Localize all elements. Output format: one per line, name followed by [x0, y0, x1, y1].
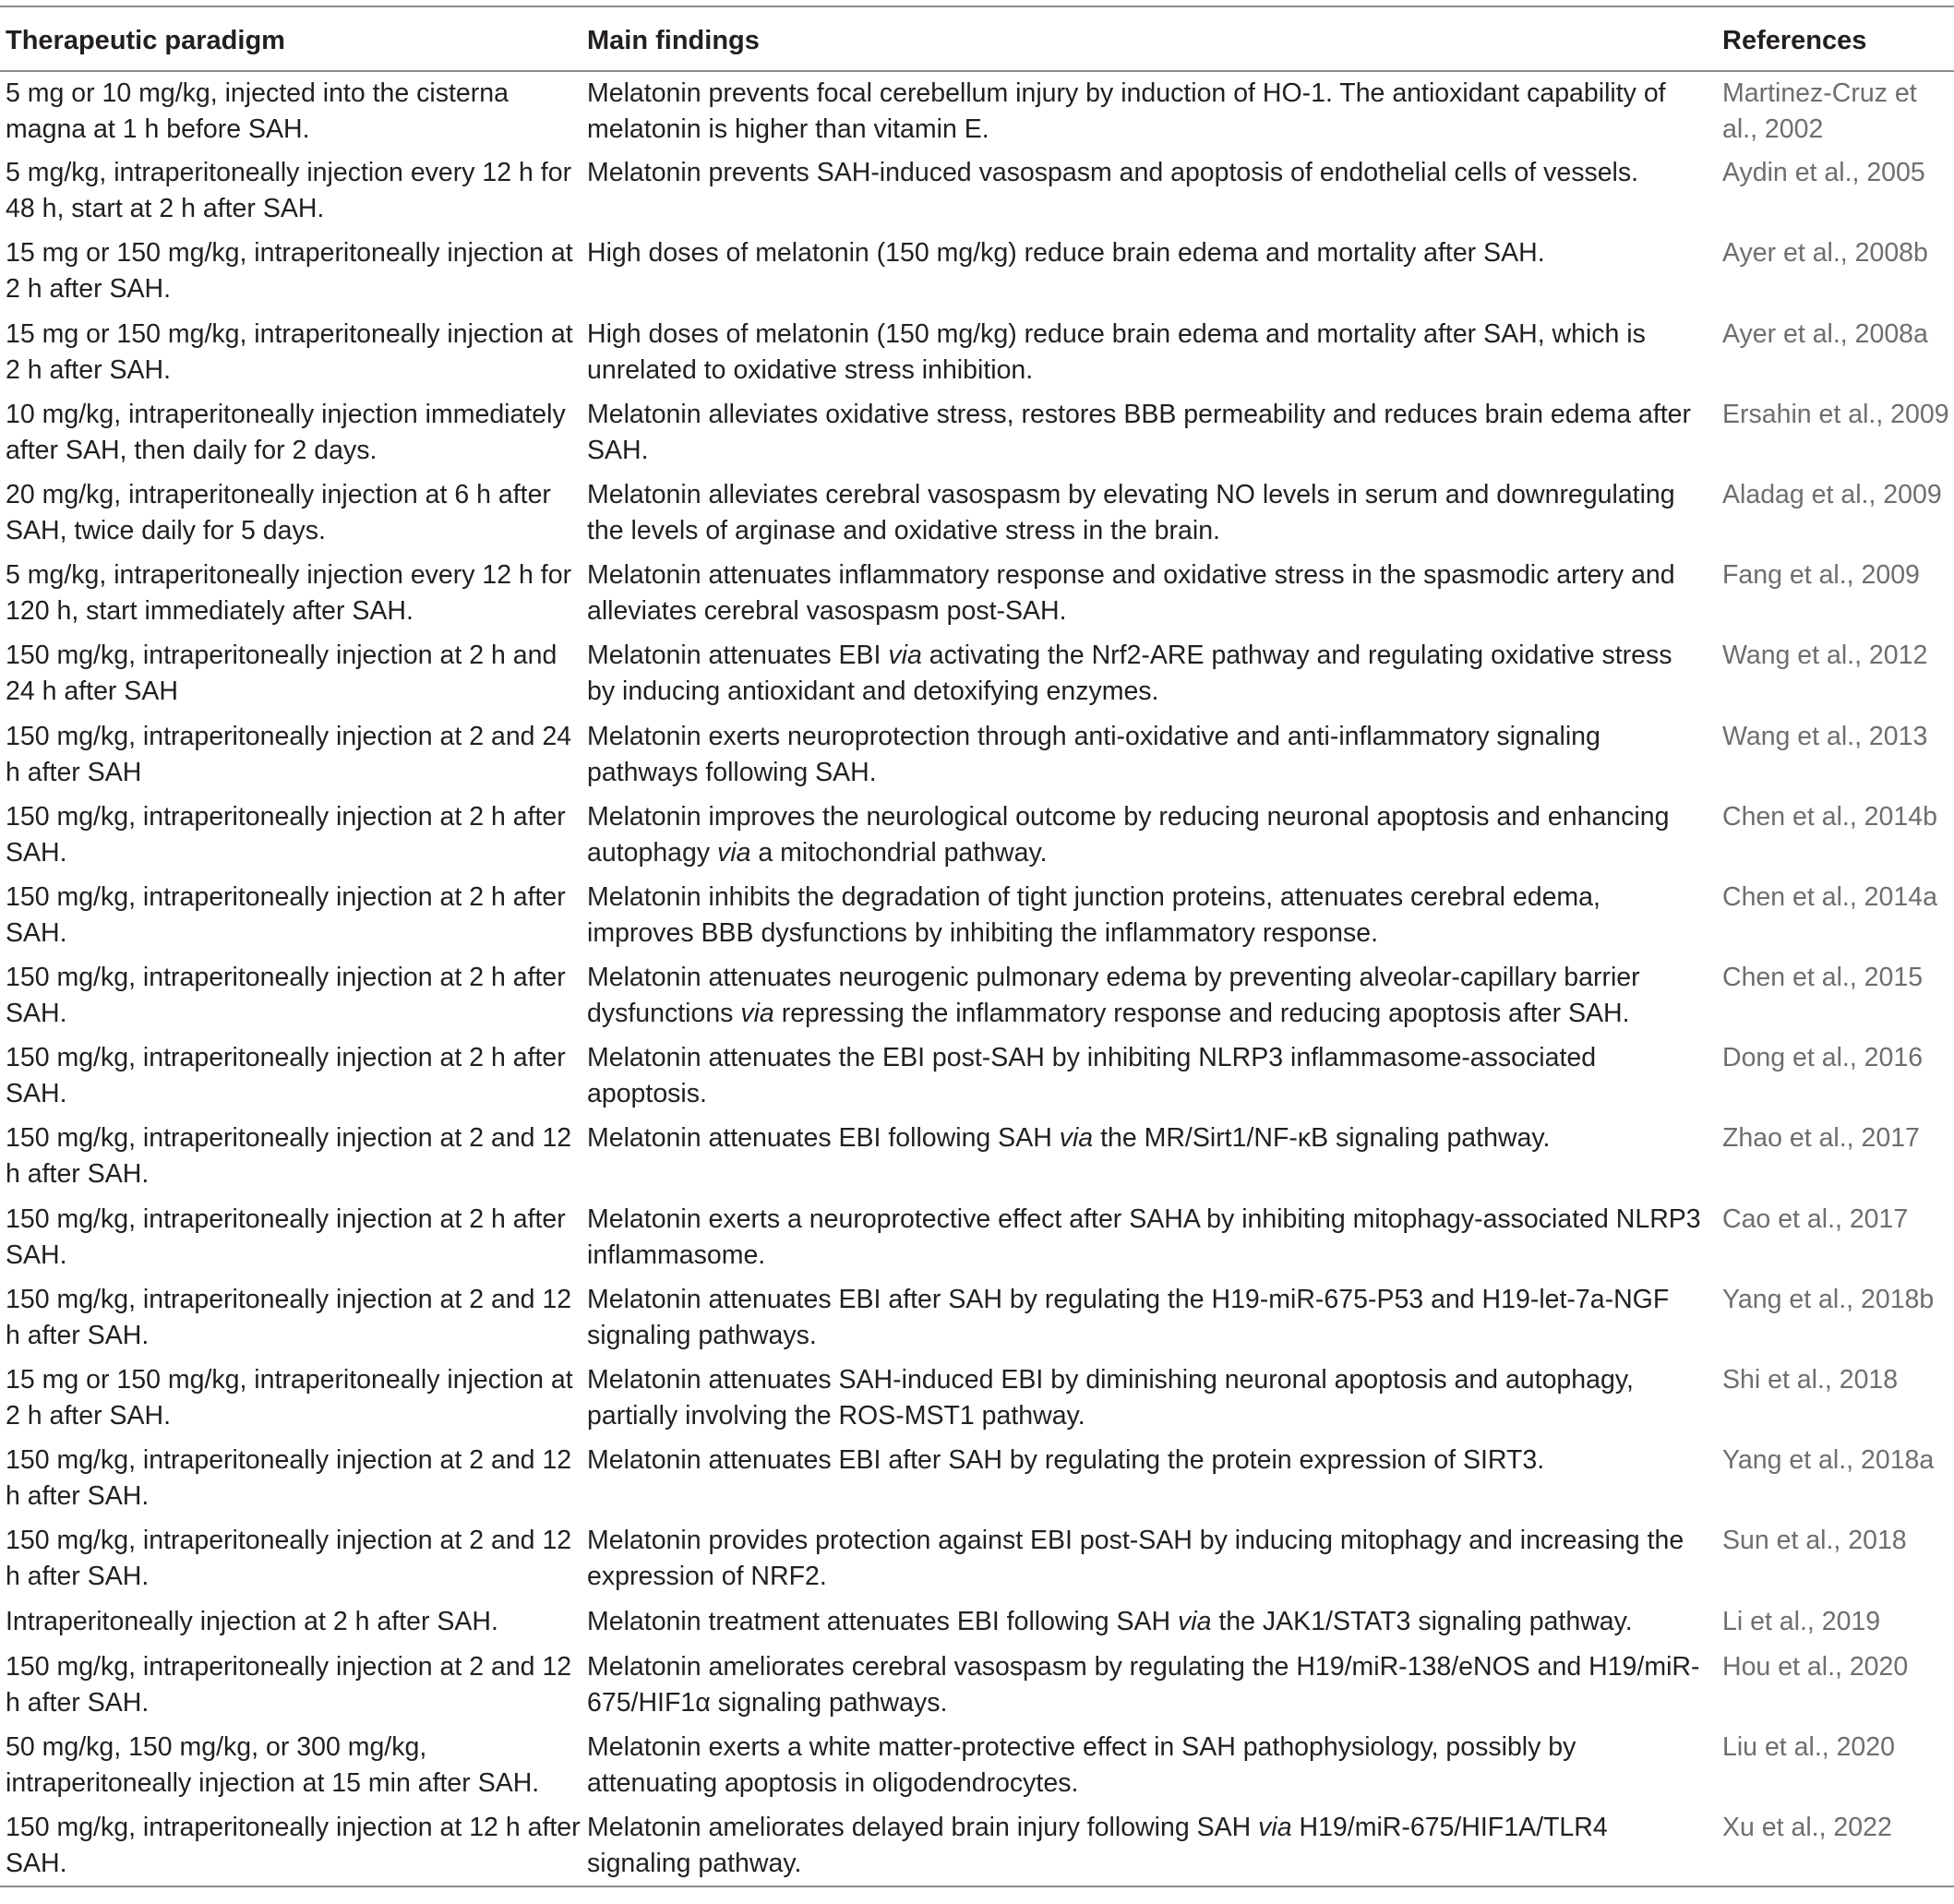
paradigm-cell: 150 mg/kg, intraperitoneally injection at 2 and 12 h after SAH.: [6, 1284, 572, 1350]
paradigm-cell: 150 mg/kg, intraperitoneally injection at 2 and 12 h after SAH.: [6, 1123, 572, 1190]
reference-cell: Aladag et al., 2009: [1722, 479, 1942, 509]
paradigm-cell: 15 mg or 150 mg/kg, intraperitoneally injection at 2 h after SAH.: [6, 238, 573, 305]
findings-cell: [587, 1806, 1722, 1886]
table-row: [0, 796, 1954, 876]
findings-cell: Melatonin attenuates inflammatory response and oxidative stress in the spasmodic artery and alleviates cerebral vasospasm post-SAH.: [587, 560, 1675, 627]
findings-text: Melatonin attenuates EBI: [587, 641, 889, 671]
paradigm-cell: 5 mg or 10 mg/kg, injected into the cisterna magna at 1 h before SAH.: [6, 78, 509, 144]
paradigm-cell: 150 mg/kg, intraperitoneally injection at 2 and 24 h after SAH: [6, 721, 572, 787]
reference-cell: Sun et al., 2018: [1722, 1526, 1907, 1556]
paradigm-cell: 150 mg/kg, intraperitoneally injection at 2 h after SAH.: [6, 881, 566, 948]
paradigm-cell: 150 mg/kg, intraperitoneally injection at 2 and 12 h after SAH.: [6, 1445, 572, 1512]
findings-text: Melatonin attenuates neurogenic pulmonary edema by preventing alveolar-capillary barrier dysfunctions: [587, 963, 1640, 1029]
findings-text: Melatonin attenuates EBI following SAH: [587, 1123, 1060, 1154]
paradigm-cell: 150 mg/kg, intraperitoneally injection at 2 h after SAH.: [6, 801, 566, 868]
table-row: [0, 1359, 1954, 1439]
paradigm-cell: 150 mg/kg, intraperitoneally injection at 2 and 12 h after SAH.: [6, 1651, 572, 1718]
findings-text: H19/miR-675/HIF1A/TLR4 signaling pathway.: [587, 1812, 1608, 1878]
findings-cell: Melatonin alleviates oxidative stress, restores BBB permeability and reduces brain edema after SAH.: [587, 399, 1692, 465]
findings-cell: Melatonin attenuates EBI after SAH by regulating the H19-miR-675-P53 and H19-let-7a-NGF signaling pathways.: [587, 1284, 1670, 1350]
table-row: [0, 1439, 1954, 1519]
paradigm-cell: 150 mg/kg, intraperitoneally injection at 2 h after SAH.: [6, 1043, 566, 1109]
findings-cell: Melatonin prevents focal cerebellum injury by induction of HO-1. The antioxidant capability of melatonin is higher than vitamin E.: [587, 78, 1666, 144]
reference-cell: Zhao et al., 2017: [1722, 1123, 1920, 1154]
findings-text: Melatonin improves the neurological outcome by reducing neuronal apoptosis and enhancing autophagy: [587, 801, 1670, 868]
table-row: [0, 1278, 1954, 1359]
header-main-findings: Main findings: [587, 6, 1722, 71]
paradigm-cell: 5 mg/kg, intraperitoneally injection every 12 h for 120 h, start immediately after SAH.: [6, 560, 572, 627]
reference-cell: Cao et al., 2017: [1722, 1203, 1909, 1234]
findings-table: [0, 6, 1954, 1887]
paradigm-cell: 20 mg/kg, intraperitoneally injection at 6 h after SAH, twice daily for 5 days.: [6, 479, 551, 545]
findings-cell: Melatonin ameliorates cerebral vasospasm by regulating the H19/miR-138/eNOS and H19/miR-675/HIF1α signaling pathways.: [587, 1651, 1700, 1718]
table-row: [0, 1117, 1954, 1197]
paradigm-cell: 150 mg/kg, intraperitoneally injection at 2 h after SAH.: [6, 1203, 566, 1270]
findings-cell: [587, 1600, 1722, 1646]
table-row: [0, 151, 1954, 232]
findings-text: Melatonin treatment attenuates EBI following SAH: [587, 1606, 1179, 1636]
findings-via: via: [740, 999, 774, 1029]
findings-text: the JAK1/STAT3 signaling pathway.: [1211, 1606, 1633, 1636]
paradigm-cell: 150 mg/kg, intraperitoneally injection at 2 h after SAH.: [6, 963, 566, 1029]
table-row: [0, 1198, 1954, 1278]
findings-text: Melatonin ameliorates delayed brain injury following SAH: [587, 1812, 1259, 1842]
findings-cell: Melatonin exerts a white matter-protective effect in SAH pathophysiology, possibly by attenuating apoptosis in oligodendrocytes.: [587, 1731, 1576, 1798]
findings-cell: Melatonin exerts a neuroprotective effect after SAHA by inhibiting mitophagy-associated NLRP3 inflammasome.: [587, 1203, 1701, 1270]
table-row: [0, 232, 1954, 312]
table-row: [0, 1726, 1954, 1806]
reference-cell: Chen et al., 2015: [1722, 963, 1924, 993]
reference-cell: Chen et al., 2014b: [1722, 801, 1937, 832]
table-row: [0, 1036, 1954, 1117]
reference-cell: Xu et al., 2022: [1722, 1812, 1892, 1842]
findings-cell: High doses of melatonin (150 mg/kg) reduce brain edema and mortality after SAH.: [587, 238, 1545, 269]
paradigm-cell: 15 mg or 150 mg/kg, intraperitoneally injection at 2 h after SAH.: [6, 1365, 573, 1431]
reference-cell: Hou et al., 2020: [1722, 1651, 1909, 1682]
table-row: [0, 876, 1954, 956]
reference-cell: Aydin et al., 2005: [1722, 158, 1925, 188]
table-row: [0, 1806, 1954, 1886]
table-row: [0, 554, 1954, 634]
table-body: [0, 71, 1954, 1886]
findings-cell: Melatonin attenuates SAH-induced EBI by diminishing neuronal apoptosis and autophagy, partially involving the ROS-MST1 pathway.: [587, 1365, 1634, 1431]
reference-cell: Yang et al., 2018b: [1722, 1284, 1935, 1314]
table-row: [0, 1519, 1954, 1599]
table-header: [0, 6, 1954, 71]
paradigm-cell: 15 mg or 150 mg/kg, intraperitoneally injection at 2 h after SAH.: [6, 318, 573, 385]
reference-cell: Ersahin et al., 2009: [1722, 399, 1949, 429]
findings-via: via: [717, 837, 751, 868]
findings-cell: [587, 634, 1722, 714]
reference-cell: Martinez-Cruz et al., 2002: [1722, 78, 1917, 144]
findings-text: a mitochondrial pathway.: [750, 837, 1048, 868]
reference-cell: Li et al., 2019: [1722, 1606, 1881, 1636]
paradigm-cell: 150 mg/kg, intraperitoneally injection at 12 h after SAH.: [6, 1812, 581, 1878]
findings-via: via: [1178, 1606, 1212, 1636]
findings-cell: High doses of melatonin (150 mg/kg) reduce brain edema and mortality after SAH, which is unrelated to oxidative stress inhibition.: [587, 318, 1646, 385]
findings-via: via: [1059, 1123, 1094, 1154]
table-row: [0, 715, 1954, 796]
header-row: [0, 6, 1954, 71]
reference-cell: Ayer et al., 2008b: [1722, 238, 1928, 269]
findings-cell: Melatonin alleviates cerebral vasospasm by elevating NO levels in serum and downregulating the levels of arginase and oxidative stress in the brain.: [587, 479, 1675, 545]
findings-cell: Melatonin attenuates the EBI post-SAH by inhibiting NLRP3 inflammasome-associated apoptosis.: [587, 1043, 1597, 1109]
paradigm-cell: 50 mg/kg, 150 mg/kg, or 300 mg/kg, intraperitoneally injection at 15 min after SAH.: [6, 1731, 540, 1798]
reference-cell: Wang et al., 2012: [1722, 641, 1928, 671]
findings-cell: Melatonin attenuates EBI after SAH by regulating the protein expression of SIRT3.: [587, 1445, 1545, 1476]
findings-text: repressing the inflammatory response and reducing apoptosis after SAH.: [773, 999, 1630, 1029]
findings-cell: [587, 1117, 1722, 1197]
table-row: [0, 1646, 1954, 1726]
reference-cell: Dong et al., 2016: [1722, 1043, 1924, 1073]
reference-cell: Wang et al., 2013: [1722, 721, 1928, 751]
table-row: [0, 634, 1954, 714]
header-references: References: [1722, 6, 1954, 71]
header-therapeutic-paradigm: Therapeutic paradigm: [0, 6, 587, 71]
findings-cell: Melatonin prevents SAH-induced vasospasm and apoptosis of endothelial cells of vessels.: [587, 158, 1639, 188]
paradigm-cell: Intraperitoneally injection at 2 h after SAH.: [6, 1606, 498, 1636]
table-row: [0, 1600, 1954, 1646]
reference-cell: Chen et al., 2014a: [1722, 881, 1937, 912]
reference-cell: Shi et al., 2018: [1722, 1365, 1899, 1395]
reference-cell: Liu et al., 2020: [1722, 1731, 1895, 1762]
reference-cell: Ayer et al., 2008a: [1722, 318, 1928, 349]
findings-cell: Melatonin exerts neuroprotection through anti-oxidative and anti-inflammatory signaling pathways following SAH.: [587, 721, 1600, 787]
paradigm-cell: 150 mg/kg, intraperitoneally injection at 2 h and 24 h after SAH: [6, 641, 557, 707]
reference-cell: Fang et al., 2009: [1722, 560, 1920, 591]
table-row: [0, 956, 1954, 1036]
paradigm-cell: 150 mg/kg, intraperitoneally injection at 2 and 12 h after SAH.: [6, 1526, 572, 1592]
paradigm-cell: 10 mg/kg, intraperitoneally injection immediately after SAH, then daily for 2 days.: [6, 399, 566, 465]
findings-text: activating the Nrf2-ARE pathway and regulating oxidative stress by inducing antioxidant and detoxifying enzymes.: [587, 641, 1672, 707]
findings-cell: [587, 956, 1722, 1036]
table-row: [0, 393, 1954, 473]
findings-cell: Melatonin inhibits the degradation of tight junction proteins, attenuates cerebral edema, improves BBB dysfunctions by inhibiting the inflammatory response.: [587, 881, 1600, 948]
findings-via: via: [888, 641, 922, 671]
findings-text: the MR/Sirt1/NF-κB signaling pathway.: [1093, 1123, 1551, 1154]
table-row: [0, 71, 1954, 151]
paradigm-cell: 5 mg/kg, intraperitoneally injection every 12 h for 48 h, start at 2 h after SAH.: [6, 158, 572, 224]
table-row: [0, 313, 1954, 393]
findings-via: via: [1258, 1812, 1292, 1842]
findings-cell: Melatonin provides protection against EBI post-SAH by inducing mitophagy and increasing the expression of NRF2.: [587, 1526, 1684, 1592]
table-row: [0, 473, 1954, 554]
reference-cell: Yang et al., 2018a: [1722, 1445, 1935, 1476]
findings-cell: [587, 796, 1722, 876]
